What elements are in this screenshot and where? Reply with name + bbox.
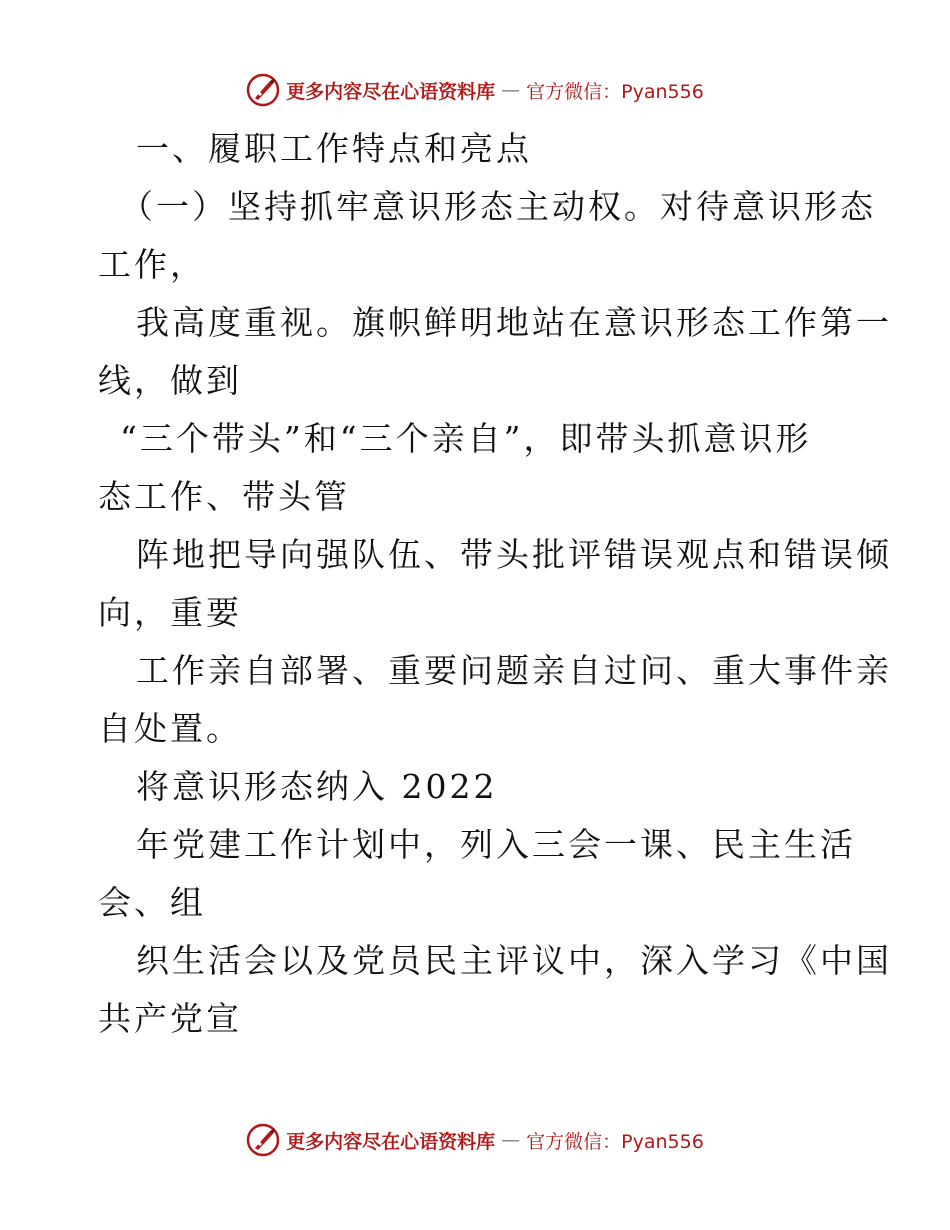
watermark-wechat-text: 官方微信：Pyan556	[526, 80, 704, 103]
watermark-wechat-text: 官方微信：Pyan556	[526, 1130, 704, 1153]
watermark-main-text: 更多内容尽在心语资料库	[286, 1130, 496, 1153]
paragraph-line: 我高度重视。旗帜鲜明地站在意识形态工作第一	[136, 303, 892, 342]
watermark-separator: —	[501, 1129, 521, 1151]
paragraph-line: 共产党宣	[98, 999, 242, 1038]
paragraph-line: 工作，	[98, 245, 206, 284]
quill-pen-logo-icon	[246, 1123, 280, 1157]
paragraph-line: 年党建工作计划中，列入三会一课、民主生活	[136, 825, 856, 864]
paragraph-line: “三个带头”和“三个亲自”，即带头抓意识形	[120, 419, 812, 458]
watermark-main-text: 更多内容尽在心语资料库	[286, 80, 496, 103]
paragraph-line: 将意识形态纳入 2022	[136, 767, 498, 806]
paragraph-line: 自处置。	[98, 709, 242, 748]
watermark-footer	[0, 1120, 950, 1160]
paragraph-line: 线，做到	[98, 361, 242, 400]
paragraph-line: 阵地把导向强队伍、带头批评错误观点和错误倾	[136, 535, 892, 574]
quill-pen-logo-icon	[246, 73, 280, 107]
paragraph-line: 态工作、带头管	[98, 477, 350, 516]
watermark-header	[0, 70, 950, 110]
paragraph-line: 会、组	[98, 883, 206, 922]
watermark-separator: —	[501, 79, 521, 101]
section-heading: 一、履职工作特点和亮点	[136, 129, 532, 168]
paragraph-line: 工作亲自部署、重要问题亲自过问、重大事件亲	[136, 651, 892, 690]
paragraph-line: （一）坚持抓牢意识形态主动权。对待意识形态	[120, 187, 876, 226]
paragraph-line: 织生活会以及党员民主评议中，深入学习《中国	[136, 941, 892, 980]
paragraph-line: 向，重要	[98, 593, 242, 632]
document-body	[98, 120, 892, 1048]
